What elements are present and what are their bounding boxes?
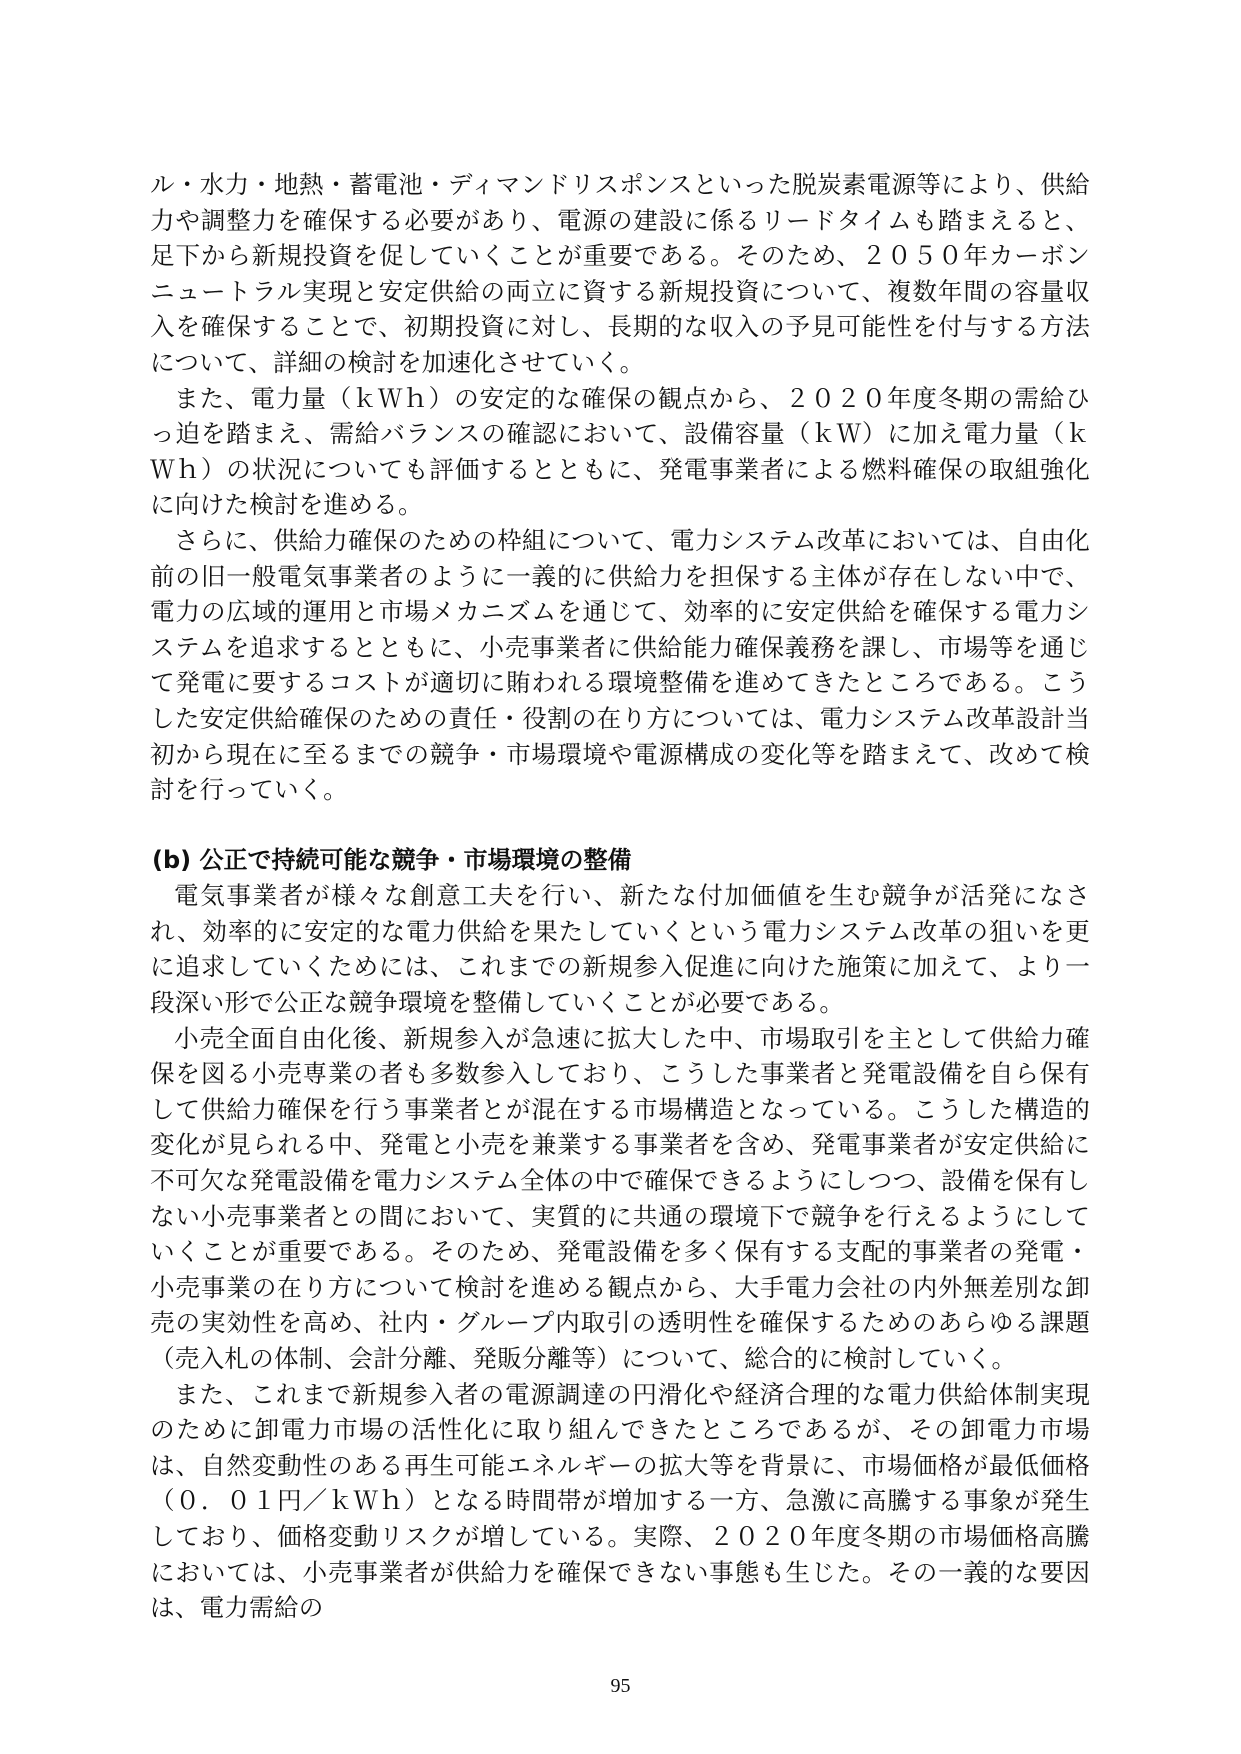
paragraph-retail-liberalization: 小売全面自由化後、新規参入が急速に拡大した中、市場取引を主として供給力確保を図る小売専業の者も多数参入しており、こうした事業者と発電設備を自ら保有して供給力確保を行う事業者とが混在する市場構造となっている。こうした構造的変化が見られる中、発電と小売を兼業する事業者を含め、発電事業者が安定供給に不可欠な発電設備を電力システム全体の中で確保できるようにしつつ、設備を保有しない小売事業者との間において、実質的に共通の環境下で競争を行えるようにしていくことが重要である。そのため、発電設備を多く保有する支配的事業者の発電・小売事業の在り方について検討を進める観点から、大手電力会社の内外無差別な卸売の実効性を高め、社内・グループ内取引の透明性を確保するためのあらゆる課題（売入札の体制、会計分離、発販分離等）について、総合的に検討していく。 (150, 1023, 1090, 1373)
page-number: 95 (610, 1675, 631, 1697)
section-spacer (150, 808, 1090, 843)
paragraph-kwh-security: また、電力量（ｋＷｈ）の安定的な確保の観点から、２０２０年度冬期の需給ひっ迫を踏まえ、需給バランスの確認において、設備容量（ｋＷ）に加え電力量（ｋＷｈ）の状況についても評価するとともに、発電事業者による燃料確保の取組強化に向けた検討を進める。 (150, 383, 1090, 520)
document-body (150, 167, 1090, 1626)
section-heading: (b) 公正で持続可能な競争・市場環境の整備 (152, 845, 632, 874)
paragraph-supply-framework: さらに、供給力確保のための枠組について、電力システム改革においては、自由化前の旧一般電気事業者のように一義的に供給力を担保する主体が存在しない中で、電力の広域的運用と市場メカニズムを通じて、効率的に安定供給を確保する電力システムを追求するとともに、小売事業者に供給能力確保義務を課し、市場等を通じて発電に要するコストが適切に賄われる環境整備を進めてきたところである。こうした安定供給確保のための責任・役割の在り方については、電力システム改革設計当初から現在に至るまでの競争・市場環境や電源構成の変化等を踏まえて、改めて検討を行っていく。 (150, 525, 1090, 805)
paragraph-competition-intro: 電気事業者が様々な創意工夫を行い、新たな付加価値を生む競争が活発になされ、効率的に安定的な電力供給を果たしていくという電力システム改革の狙いを更に追求していくためには、これまでの新規参入促進に向けた施策に加えて、より一段深い形で公正な競争環境を整備していくことが必要である。 (150, 881, 1090, 1018)
paragraph-wholesale-market: また、これまで新規参入者の電源調達の円滑化や経済合理的な電力供給体制実現のために卸電力市場の活性化に取り組んできたところであるが、その卸電力市場は、自然変動性のある再生可能エネルギーの拡大等を背景に、市場価格が最低価格（０．０１円／ｋＷｈ）となる時間帯が増加する一方、急激に高騰する事象が発生しており、価格変動リスクが増している。実際、２０２０年度冬期の市場価格高騰においては、小売事業者が供給力を確保できない事態も生じた。その一義的な要因は、電力需給の (150, 1379, 1090, 1623)
paragraph-continuation: ル・水力・地熱・蓄電池・ディマンドリスポンスといった脱炭素電源等により、供給力や調整力を確保する必要があり、電源の建設に係るリードタイムも踏まえると、足下から新規投資を促していくことが重要である。そのため、２０５０年カーボンニュートラル実現と安定供給の両立に資する新規投資について、複数年間の容量収入を確保することで、初期投資に対し、長期的な収入の予見可能性を付与する方法について、詳細の検討を加速化させていく。 (150, 170, 1090, 377)
